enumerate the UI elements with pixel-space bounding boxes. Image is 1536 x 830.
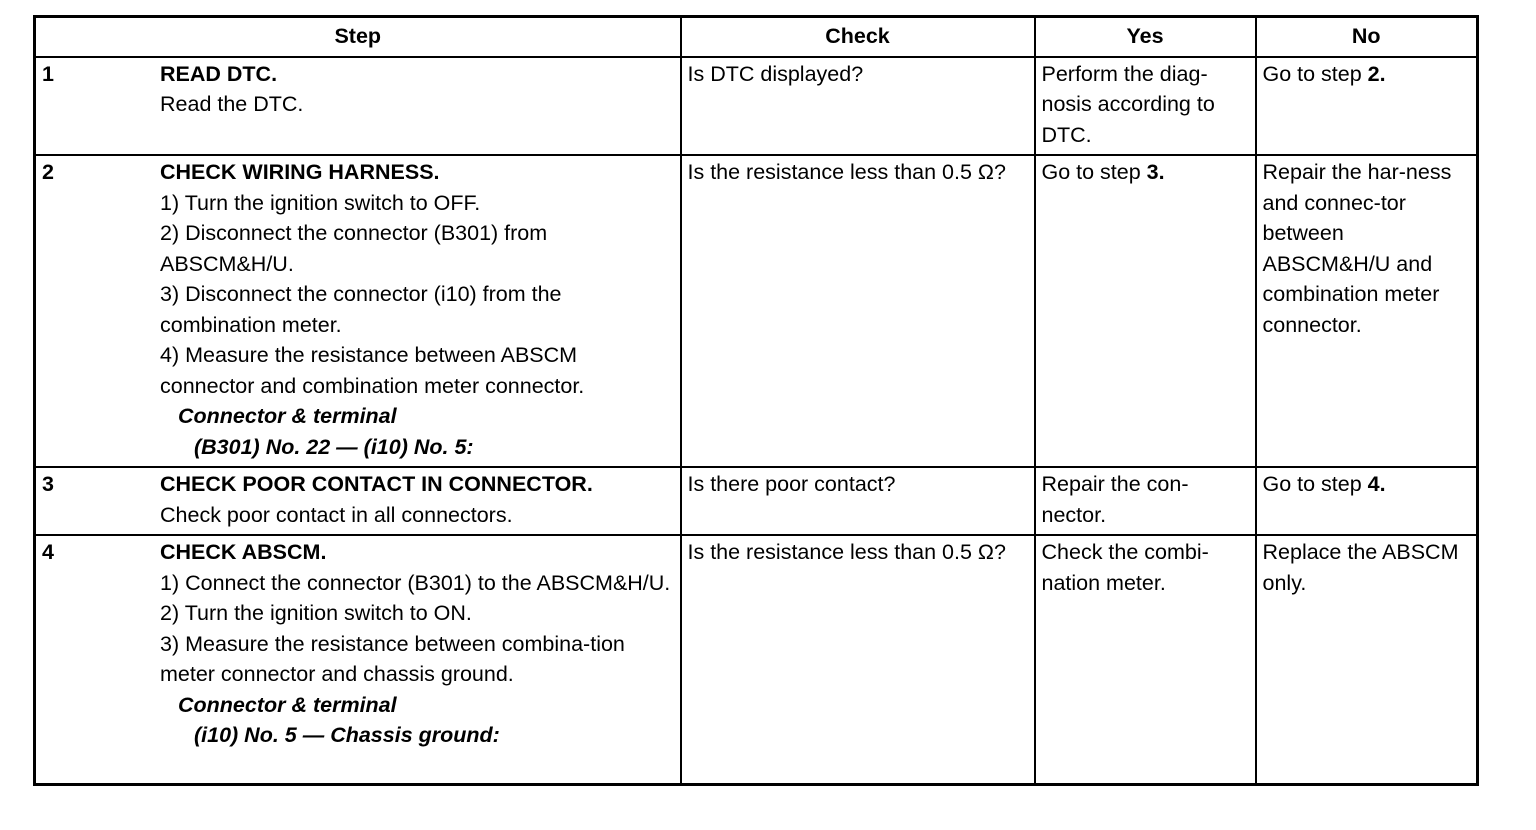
no-text: Go to step: [1262, 61, 1368, 86]
step-title: CHECK ABSCM.: [160, 540, 327, 564]
header-yes: Yes: [1035, 17, 1256, 57]
no-cell: [1256, 57, 1478, 156]
step-cell: [35, 155, 681, 467]
table-row: [35, 155, 1478, 467]
step-instruction: 2) Disconnect the connector (B301) from ABSCM&H/U.: [160, 221, 548, 276]
no-cell: Replace the ABSCM only.: [1256, 535, 1478, 785]
step-instruction: Read the DTC.: [160, 92, 304, 116]
step-instruction: 1) Connect the connector (B301) to the ABSCM&H/U.: [160, 570, 671, 595]
step-cell: [35, 57, 681, 156]
connector-terminal-label: Connector & terminal: [178, 404, 397, 428]
table-row: [35, 57, 1478, 156]
header-no: No: [1256, 17, 1478, 57]
step-number: 1: [42, 61, 54, 86]
yes-cell: Check the combi-nation meter.: [1035, 535, 1256, 785]
step-reference: 4.: [1367, 472, 1386, 496]
step-instruction: 1) Turn the ignition switch to OFF.: [160, 190, 481, 215]
step-title: READ DTC.: [160, 61, 278, 86]
header-row: [35, 17, 1478, 57]
step-number: 2: [42, 160, 54, 184]
header-check: Check: [681, 17, 1035, 57]
step-instruction: 3) Disconnect the connector (i10) from the combination meter.: [160, 282, 562, 337]
table-row: [35, 535, 1478, 785]
step-reference: 2.: [1367, 61, 1386, 86]
check-cell: Is the resistance less than 0.5 Ω?: [681, 155, 1035, 467]
yes-cell: Repair the con-nector.: [1035, 467, 1256, 535]
no-cell: [1256, 467, 1478, 535]
header-step: Step: [35, 17, 681, 57]
step-cell: [35, 535, 681, 785]
table-row: [35, 467, 1478, 535]
check-cell: Is the resistance less than 0.5 Ω?: [681, 535, 1035, 785]
step-title: CHECK POOR CONTACT IN CONNECTOR.: [160, 472, 593, 496]
check-cell: Is there poor contact?: [681, 467, 1035, 535]
yes-cell: Perform the diag-nosis according to DTC.: [1035, 57, 1256, 156]
step-instruction: 4) Measure the resistance between ABSCM connector and combination meter connector.: [160, 343, 585, 398]
no-cell: Repair the har-ness and connec-tor between ABSCM&H/U and combination meter connector.: [1256, 155, 1478, 467]
step-instruction: 2) Turn the ignition switch to ON.: [160, 601, 472, 625]
step-number: 4: [42, 540, 54, 564]
step-cell: [35, 467, 681, 535]
no-text: Go to step: [1262, 472, 1368, 496]
step-number: 3: [42, 472, 54, 496]
connector-terminal-value: (i10) No. 5 — Chassis ground:: [194, 723, 500, 747]
diagnostic-table: [33, 15, 1479, 786]
check-cell: Is DTC displayed?: [681, 57, 1035, 156]
connector-terminal-label: Connector & terminal: [178, 692, 397, 717]
connector-terminal-value: (B301) No. 22 — (i10) No. 5:: [194, 434, 474, 459]
step-title: CHECK WIRING HARNESS.: [160, 160, 440, 184]
step-instruction: Check poor contact in all connectors.: [160, 502, 513, 527]
step-reference: 3.: [1146, 160, 1165, 184]
yes-cell: [1035, 155, 1256, 467]
yes-text: Go to step: [1041, 160, 1147, 184]
step-instruction: 3) Measure the resistance between combina-tion meter connector and chassis ground.: [160, 631, 625, 686]
